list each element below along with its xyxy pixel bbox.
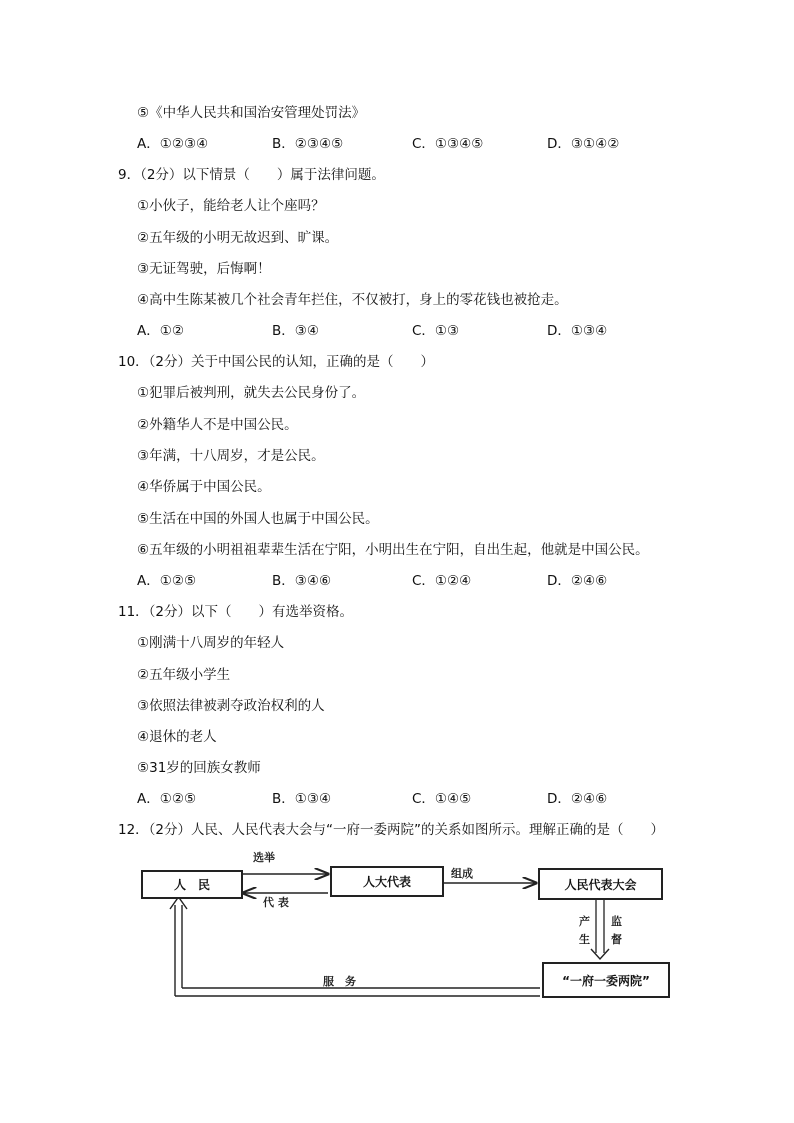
produce-label: 产 生 [579,915,590,946]
produce-arrow-head [591,949,609,959]
q12-stem: 12．（2分）人民、人民代表大会与“一府一委两院”的关系如图所示。理解正确的是（ ） [118,822,665,838]
q10-option-d: D．②④⑥ [547,573,608,589]
form-label: 组成 [451,867,473,880]
q9-item-2: ②五年级的小明无故迟到、旷课。 [137,230,339,246]
q10-option-a: A．①②⑤ [137,573,197,589]
q11-item-3: ③依照法律被剥夺政治权利的人 [137,698,325,714]
q8-option-a: A．①②③④ [137,136,209,152]
deputies-box: 人大代表 [330,866,444,897]
relationship-diagram [135,845,675,1010]
q10-item-6: ⑥五年级的小明祖祖辈辈生活在宁阳，小明出生在宁阳，自出生起，他就是中国公民。 [137,542,649,558]
q10-option-c: C．①②④ [412,573,472,589]
q10-item-4: ④华侨属于中国公民。 [137,479,271,495]
q11-option-a: A．①②⑤ [137,791,197,807]
represent-label: 代 表 [263,896,289,909]
government-box: “一府一委两院” [542,962,670,998]
elect-label: 选举 [253,851,275,864]
q9-item-1: ①小伙子，能给老人让个座吗？ [137,198,325,214]
q11-item-1: ①刚满十八周岁的年轻人 [137,635,285,651]
q10-item-5: ⑤生活在中国的外国人也属于中国公民。 [137,511,379,527]
q9-option-c: C．①③ [412,323,460,339]
q11-item-4: ④退休的老人 [137,729,217,745]
q9-stem: 9．（2分）以下情景（ ）属于法律问题。 [118,167,385,183]
q11-item-2: ②五年级小学生 [137,667,231,683]
q11-option-d: D．②④⑥ [547,791,608,807]
q9-item-4: ④高中生陈某被几个社会青年拦住，不仅被打，身上的零花钱也被抢走。 [137,292,568,308]
q8-option-d: D．③①④② [547,136,620,152]
q10-stem: 10．（2分）关于中国公民的认知，正确的是（ ） [118,354,435,370]
q11-option-b: B．①③④ [272,791,332,807]
supervise-label: 监 督 [611,915,622,946]
q8-option-c: C．①③④⑤ [412,136,484,152]
q11-stem: 11．（2分）以下（ ）有选举资格。 [118,604,354,620]
q11-item-5: ⑤31岁的回族女教师 [137,760,261,776]
item-5: ⑤《中华人民共和国治安管理处罚法》 [137,105,366,121]
congress-box: 人民代表大会 [538,868,663,900]
q11-option-c: C．①④⑤ [412,791,472,807]
q9-option-d: D．①③④ [547,323,608,339]
q9-option-a: A．①② [137,323,184,339]
people-box: 人 民 [141,870,243,899]
q10-option-b: B．③④⑥ [272,573,332,589]
q9-option-b: B．③④ [272,323,319,339]
q8-option-b: B．②③④⑤ [272,136,344,152]
q10-item-2: ②外籍华人不是中国公民。 [137,417,298,433]
q10-item-1: ①犯罪后被判刑，就失去公民身份了。 [137,385,366,401]
q10-item-3: ③年满，十八周岁，才是公民。 [137,448,325,464]
q9-item-3: ③无证驾驶，后悔啊！ [137,261,271,277]
serve-label: 服 务 [323,975,356,988]
